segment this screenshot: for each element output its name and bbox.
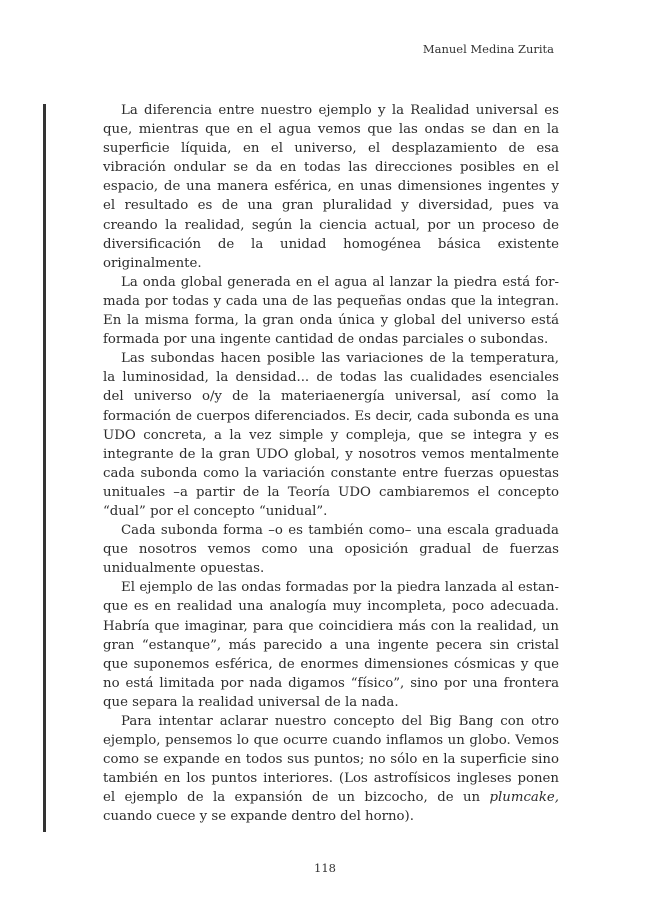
page-number: 118: [314, 861, 336, 875]
running-header: Manuel Medina Zurita: [422, 42, 554, 56]
paragraph-1: La diferencia entre nuestro ejemplo y la Realidad universal es que, mientras que en el agua vemos que las ondas se dan en la superficie líquida, en el universo, el desplazamiento de esa vibración ondular se da en todas las direcciones posibles en el espacio, de una manera esférica, en unas dimensiones ingentes y el resultado es de una gran pluralidad y diversidad, pues va creando la realidad, según la ciencia actual, por un proceso de diversificación de la unidad homogénea básica existente originalmente.: [103, 103, 559, 271]
paragraph-2: La onda global generada en el agua al lanzar la piedra está formada por todas y cada una de las pequeñas ondas que la integran. En la misma forma, la gran onda única y global del universo está formada por una ingente cantidad de ondas parciales o subondas.: [103, 274, 559, 348]
paragraph-6-text-b: cuando cuece y se expande dentro del horno).: [103, 809, 414, 825]
paragraph-4: Cada subonda forma –o es también como– una escala graduada que nosotros vemos como una oposición gradual de fuerzas unidualmente opuestas.: [103, 523, 559, 577]
body-text: [103, 101, 559, 827]
paragraph-6-text-a: Para intentar aclarar nuestro concepto del Big Bang con otro ejemplo, pensemos lo que ocurre cuando inflamos un globo. Vemos como se expande en todos sus puntos; no sólo en la superficie sino también en los puntos interiores. (Los astrofísicos ingleses ponen el ejemplo de la expansión de un bizcocho, de un: [103, 714, 559, 806]
paragraph-3: Las subondas hacen posible las variaciones de la temperatura, la luminosidad, la densidad... de todas las cualidades esenciales del universo o/y de la materiaenergía universal, así como la formación de cuerpos diferenciados. Es decir, cada subonda es una UDO concreta, a la vez simple y compleja, que se integra y es integrante de la gran UDO global, y nosotros vemos mentalmente cada subonda como la variación constante entre fuerzas opuestas unituales –a partir de la Teoría UDO cambiaremos el concepto “dual” por el concepto “unidual”.: [103, 351, 559, 519]
paragraph-6: [103, 712, 559, 827]
paragraph-5: El ejemplo de las ondas formadas por la piedra lanzada al estanque es en realidad una analogía muy incompleta, poco adecuada. Habría que imaginar, para que coincidiera más con la realidad, un gran “estanque”, más parecido a una ingente pecera sin cristal que suponemos esférica, de enormes dimensiones cósmicas y que no está limitada por nada digamos “físico”, sino por una frontera que separa la realidad universal de la nada.: [103, 580, 559, 710]
margin-bar: [43, 104, 46, 832]
paragraph-6-italic-term: plumcake,: [489, 790, 559, 806]
